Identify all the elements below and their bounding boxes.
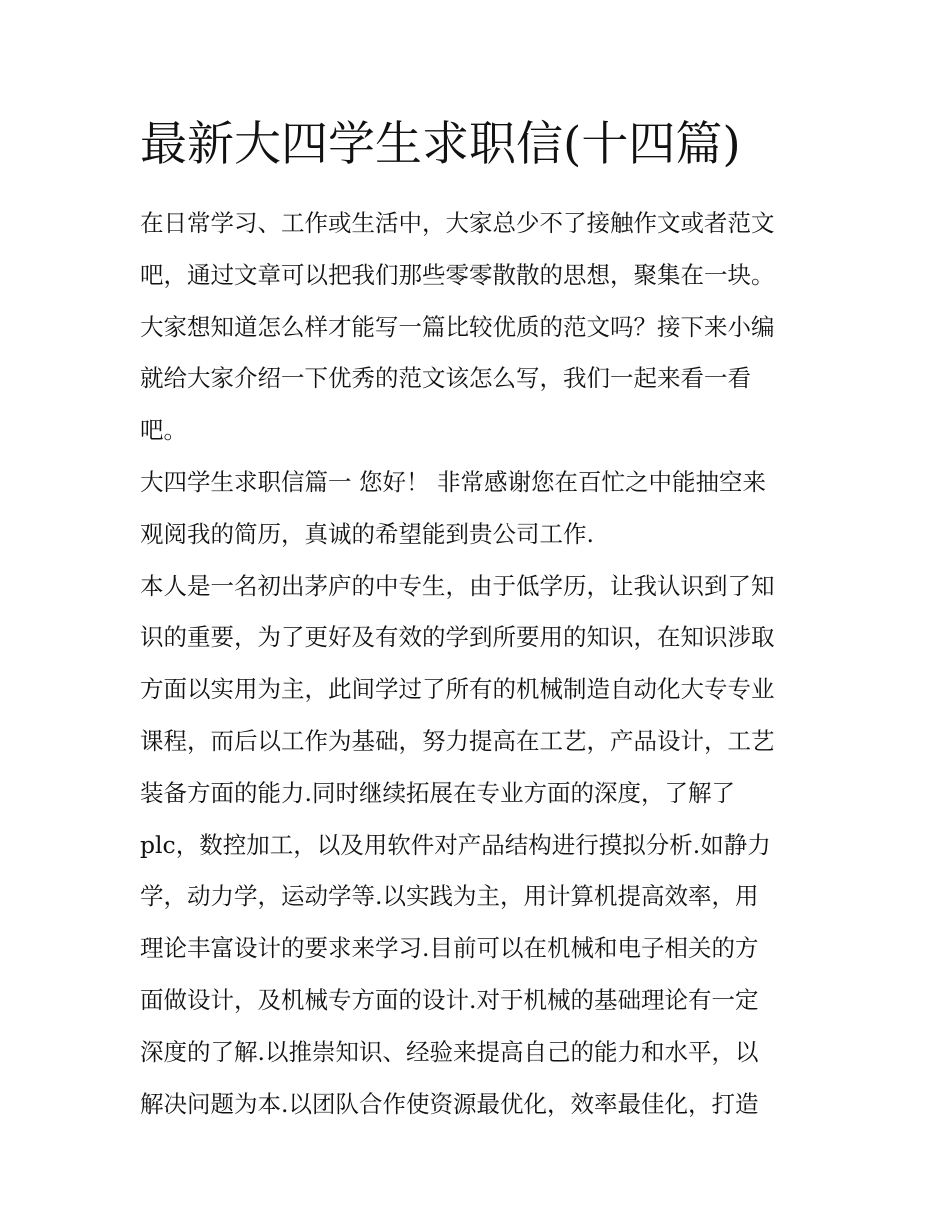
document-body xyxy=(140,198,820,1130)
text-line: 识的重要，为了更好及有效的学到所要用的知识，在知识涉取 xyxy=(140,623,775,652)
text-line: 深度的了解.以推崇知识、经验来提高自己的能力和水平，以 xyxy=(140,1037,759,1066)
text-line: 学，动力学，运动学等.以实践为主，用计算机提高效率，用 xyxy=(140,882,759,911)
text-line: 吧，通过文章可以把我们那些零零散散的思想，聚集在一块。 xyxy=(140,260,775,289)
text-line: 在日常学习、工作或生活中，大家总少不了接触作文或者范文 xyxy=(140,209,775,237)
document-title: 最新大四学生求职信(十四篇) xyxy=(140,117,741,172)
text-line: 解决问题为本.以团队合作使资源最优化，效率最佳化，打造 xyxy=(140,1089,759,1118)
text-line: 本人是一名初出茅庐的中专生，由于低学历，让我认识到了知 xyxy=(140,571,775,600)
text-line: plc，数控加工，以及用软件对产品结构进行摸拟分析.如静力 xyxy=(140,830,771,859)
text-line: 理论丰富设计的要求来学习.目前可以在机械和电子相关的方 xyxy=(140,934,759,963)
text-line: 大家想知道怎么样才能写一篇比较优质的范文吗？接下来小编 xyxy=(140,312,775,341)
text-line: 面做设计，及机械专方面的设计.对于机械的基础理论有一定 xyxy=(140,985,759,1014)
text-line: 就给大家介绍一下优秀的范文该怎么写，我们一起来看一看 xyxy=(140,364,751,393)
text-line: 观阅我的简历，真诚的希望能到贵公司工作. xyxy=(140,519,594,548)
text-line: 大四学生求职信篇一 您好！ 非常感谢您在百忙之中能抽空来 xyxy=(140,467,766,496)
text-line: 课程，而后以工作为基础，努力提高在工艺，产品设计，工艺 xyxy=(140,726,775,755)
text-line: 方面以实用为主，此间学过了所有的机械制造自动化大专专业 xyxy=(140,675,775,704)
text-line: 装备方面的能力.同时继续拓展在专业方面的深度，了解了 xyxy=(140,778,735,807)
text-line: 吧。 xyxy=(140,416,187,445)
